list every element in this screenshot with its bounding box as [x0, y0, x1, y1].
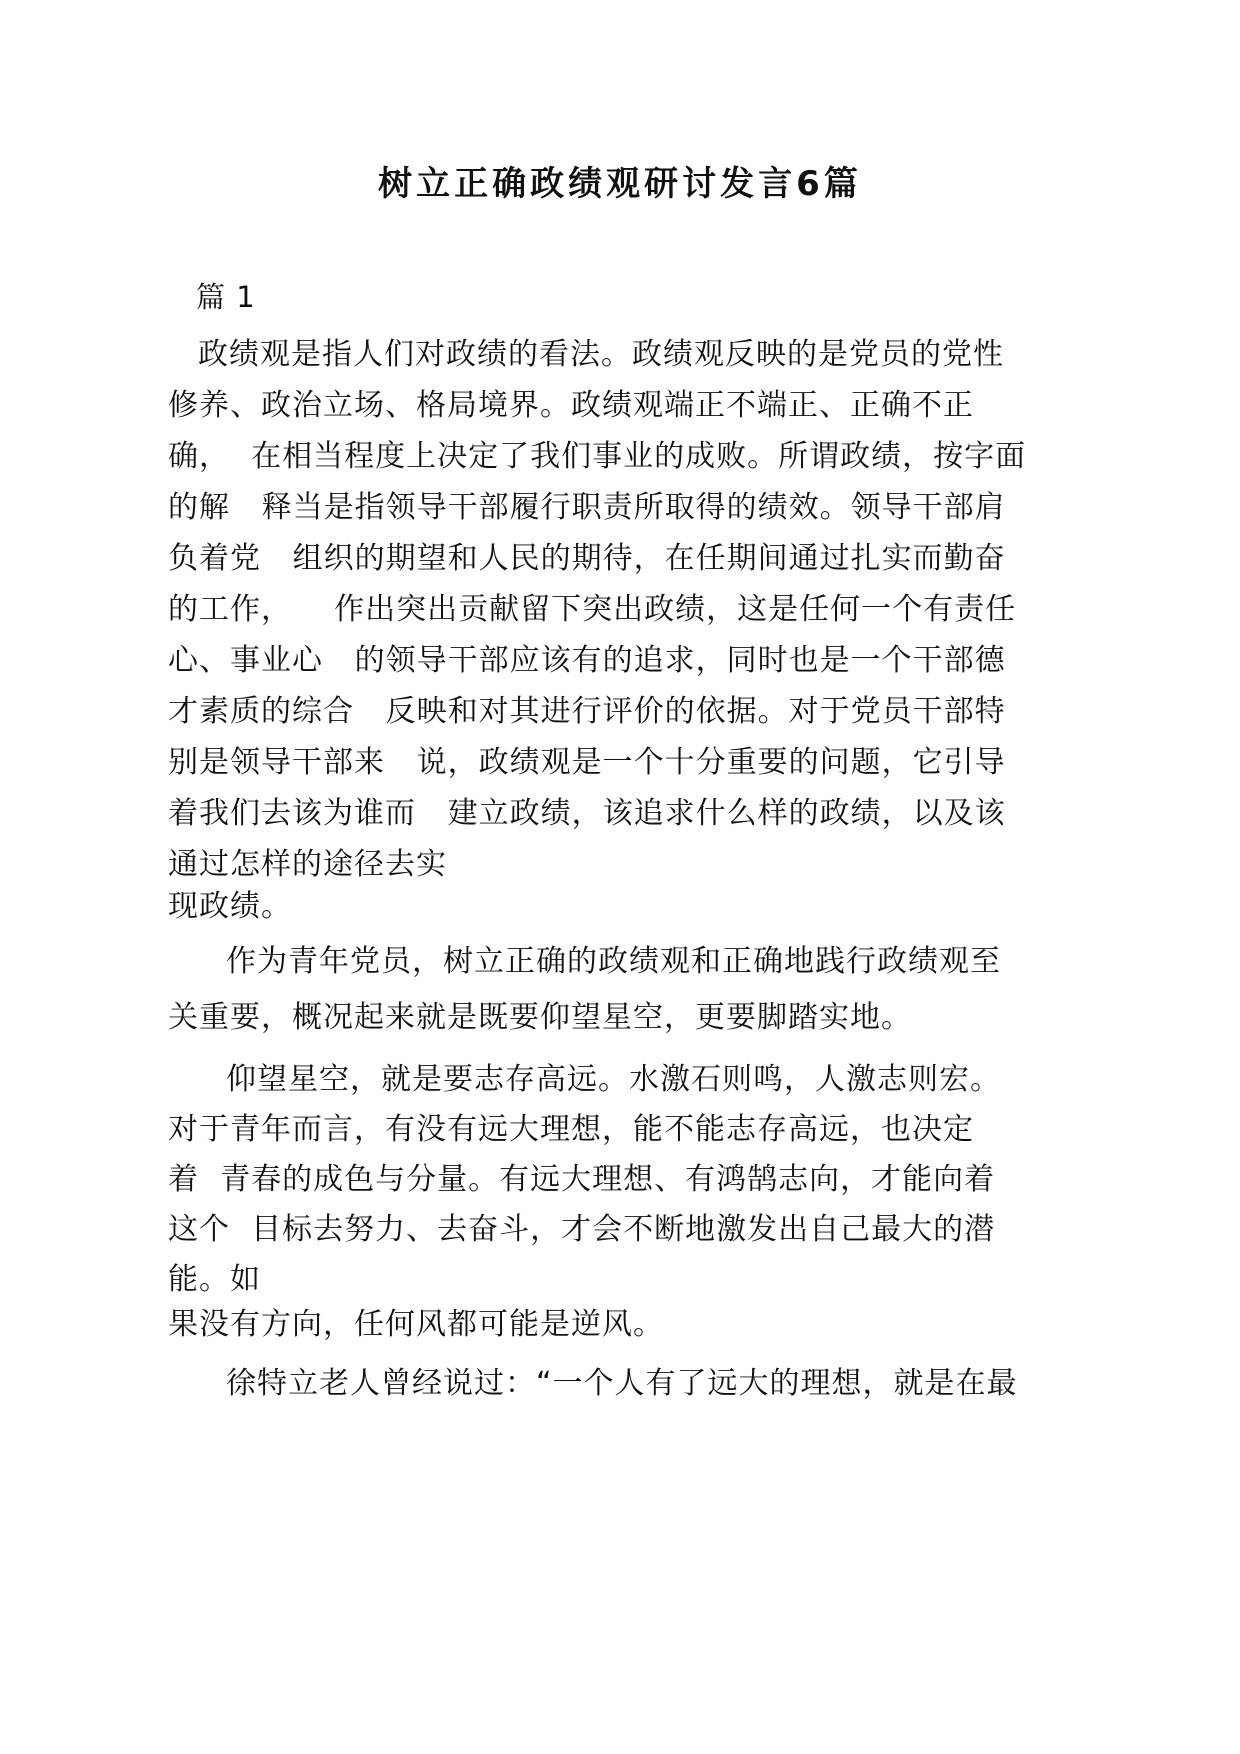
paragraph-line: 关重要，概况起来就是既要仰望星空，更要脚踏实地。	[168, 1000, 912, 1035]
paragraph-line: 作为青年党员，树立正确的政绩观和正确地践行政绩观至	[226, 944, 1001, 979]
paragraph-line: 果没有方向，任何风都可能是逆风。	[168, 1307, 664, 1342]
section-label: 篇 1	[196, 280, 256, 314]
paragraph-line: 现政绩。	[168, 889, 292, 924]
paragraph-line: 别是领导干部来 说，政绩观是一个十分重要的问题，它引导	[168, 745, 1006, 780]
paragraph-line: 负着党 组织的期望和人民的期待，在任期间通过扎实而勤奋	[168, 541, 1006, 576]
paragraph-line: 徐特立老人曾经说过：“一个人有了远大的理想，就是在最	[226, 1366, 1018, 1401]
paragraph-line: 的解 释当是指领导干部履行职责所取得的绩效。领导干部肩	[168, 490, 1006, 525]
paragraph-line: 才素质的综合 反映和对其进行评价的依据。对于党员干部特	[168, 694, 1006, 729]
paragraph-line: 着我们去该为谁而 建立政绩，该追求什么样的政绩，以及该	[168, 796, 1006, 831]
paragraph-line: 的工作， 作出突出贡献留下突出政绩，这是任何一个有责任	[168, 592, 1017, 627]
paragraph-line: 修养、政治立场、格局境界。政绩观端正不端正、正确不正	[168, 388, 974, 423]
paragraph-line: 心、事业心 的领导干部应该有的追求，同时也是一个干部德	[168, 643, 1006, 678]
paragraph-line: 确， 在相当程度上决定了我们事业的成败。所谓政绩，按字面	[168, 439, 1027, 474]
paragraph-line: 仰望星空，就是要志存高远。水激石则鸣，人激志则宏。	[226, 1062, 1001, 1097]
document-title: 树立正确政绩观研讨发言6篇	[378, 164, 862, 204]
paragraph-line: 着 青春的成色与分量。有远大理想、有鸿鹄志向，才能向着	[168, 1162, 996, 1197]
paragraph-line: 通过怎样的途径去实	[168, 847, 447, 882]
paragraph-line: 能。如	[168, 1262, 261, 1297]
paragraph-line: 对于青年而言，有没有远大理想，能不能志存高远，也决定	[168, 1112, 974, 1147]
paragraph-line: 政绩观是指人们对政绩的看法。政绩观反映的是党员的党性	[198, 337, 1004, 372]
paragraph-line: 这个 目标去努力、去奋斗，才会不断地激发出自己最大的潜	[168, 1212, 996, 1247]
